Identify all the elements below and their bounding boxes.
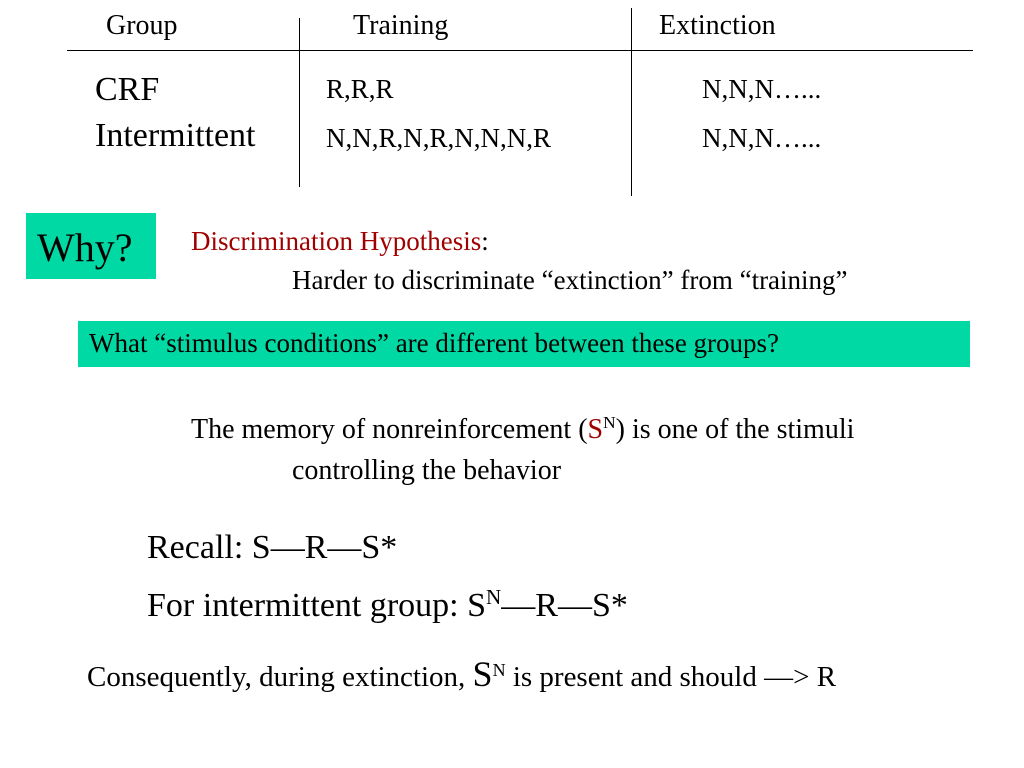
- hypothesis-colon: :: [481, 226, 489, 256]
- column-divider-2: [631, 8, 632, 196]
- row-intermittent-training: N,N,R,N,R,N,N,N,R: [326, 123, 552, 153]
- header-group: Group: [106, 10, 178, 41]
- why-label: Why?: [37, 225, 133, 270]
- recall-line: Recall: S—R—S*: [147, 529, 398, 566]
- hypothesis-body: Harder to discriminate “extinction” from “training”: [292, 265, 848, 295]
- question-text: What “stimulus conditions” are different between these groups?: [89, 328, 780, 358]
- memory-text-after: ) is one of the stimuli: [615, 414, 855, 445]
- intermittent-superscript: N: [486, 585, 502, 610]
- intermittent-text-after: —R—S*: [501, 587, 628, 624]
- conclusion-text-before: Consequently, during extinction,: [87, 661, 473, 693]
- header-divider: [67, 50, 973, 51]
- conclusion-line: [87, 656, 836, 692]
- memory-line-2: controlling the behavior: [292, 455, 562, 486]
- conclusion-superscript: N: [492, 660, 506, 681]
- intermittent-text-before: For intermittent group: S: [147, 587, 487, 624]
- row-crf-training: R,R,R: [326, 74, 394, 104]
- column-divider-1: [299, 18, 300, 187]
- sn-superscript: N: [603, 413, 616, 433]
- header-extinction: Extinction: [659, 10, 776, 41]
- conclusion-symbol: S: [472, 654, 493, 694]
- memory-text-before: The memory of nonreinforcement (: [191, 414, 588, 445]
- conclusion-text-after: is present and should —> R: [505, 661, 837, 693]
- sn-symbol: S: [587, 414, 604, 445]
- question-box: [78, 321, 970, 367]
- intermittent-line: [147, 585, 628, 624]
- memory-line-1: [191, 413, 855, 445]
- row-intermittent-group: Intermittent: [95, 117, 256, 154]
- row-intermittent-extinction: N,N,N…...: [702, 123, 822, 153]
- row-crf-group: CRF: [95, 71, 160, 108]
- row-crf-extinction: N,N,N…...: [702, 74, 822, 104]
- hypothesis-title-line: [191, 228, 489, 255]
- header-training: Training: [353, 10, 449, 41]
- why-box: [26, 213, 156, 279]
- hypothesis-title: Discrimination Hypothesis: [191, 226, 482, 256]
